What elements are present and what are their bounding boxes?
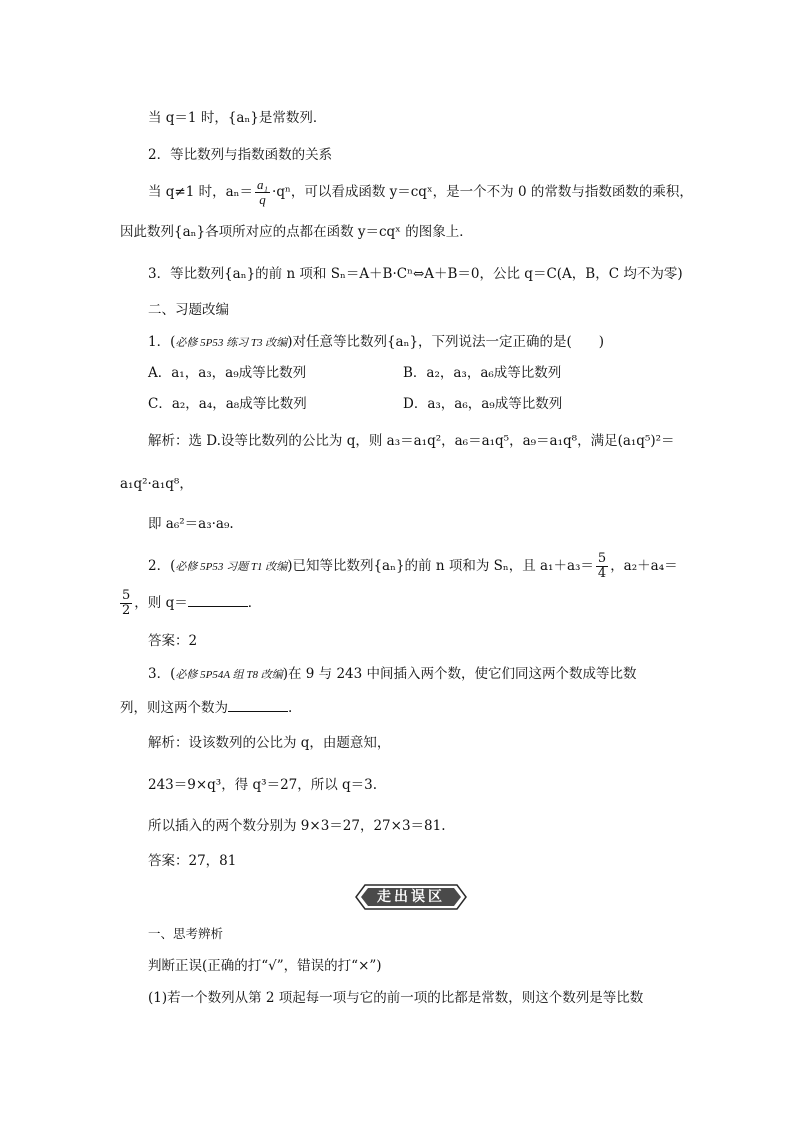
section-heading-exponential-relation: 2．等比数列与指数函数的关系 — [148, 147, 333, 163]
answer-2: 答案：2 — [148, 633, 198, 649]
question-source: 必修 5P53 练习 T3 改编 — [175, 337, 288, 349]
section-heading-thinking: 一、思考辨析 — [148, 926, 224, 941]
text-line-general-term — [148, 178, 693, 207]
fraction-denominator: 4 — [597, 566, 607, 581]
solution-3-line-1: 解析：设该数列的公比为 q，由题意知， — [148, 735, 391, 751]
question-source: 必修 5P54A 组 T8 改编 — [175, 669, 283, 681]
option-b: B．a₂，a₃，a₆成等比数列 — [403, 365, 562, 381]
option-d: D．a₃，a₆，a₉成等比数列 — [403, 396, 563, 412]
option-a: A．a₁，a₃，a₉成等比数列 — [148, 365, 307, 381]
question-punctuation: ． — [247, 595, 262, 611]
question-2-line-2 — [118, 588, 261, 618]
general-term-suffix: ·qⁿ，可以看成函数 y＝cqˣ，是一个不为 0 的常数与指数函数的乘积， — [272, 184, 693, 200]
general-term-prefix: 当 q≠1 时，aₙ＝ — [148, 184, 254, 200]
section-banner — [355, 884, 467, 910]
instruction-true-false: 判断正误(正确的打“√”，错误的打“×”) — [148, 958, 382, 974]
answer-blank[interactable] — [188, 592, 248, 607]
section-heading-exercise-adaptation: 二、习题改编 — [148, 302, 229, 318]
answer-3: 答案：27，81 — [148, 853, 237, 869]
statement-1: (1)若一个数列从第 2 项起每一项与它的前一项的比都是常数，则这个数列是等比数 — [148, 990, 644, 1006]
fraction-5-over-2 — [120, 589, 132, 618]
fraction-numerator: 5 — [122, 588, 131, 603]
solution-1-line-3: 即 a₆²＝a₃·a₉. — [148, 516, 234, 532]
fraction-a1-over-q — [255, 178, 270, 207]
question-punctuation: . — [288, 700, 293, 716]
text-line-constant-sequence: 当 q＝1 时，{aₙ}是常数列． — [148, 110, 327, 126]
question-number: 3．( — [148, 666, 176, 682]
text-line-graph-points: 因此数列{aₙ}各项所对应的点都在函数 y＝cqˣ 的图象上． — [120, 224, 473, 240]
question-number: 2．( — [148, 558, 176, 574]
fraction-5-over-4 — [596, 552, 608, 581]
question-text-continued: ，a₂＋a₄＝ — [610, 558, 678, 574]
question-1-stem — [148, 332, 604, 353]
question-number: 1．( — [148, 334, 176, 350]
solution-1-line-1: 解析：选 D.设等比数列的公比为 q，则 a₃＝a₁q²，a₆＝a₁q⁵，a₉＝a₁q⁸，满足(a₁q⁵)²＝ — [148, 433, 675, 449]
solution-3-line-3: 所以插入的两个数分别为 9×3＝27，27×3＝81. — [148, 818, 446, 834]
solution-1-line-2: a₁q²·a₁q⁸， — [120, 476, 193, 492]
question-text: )对任意等比数列{aₙ}，下列说法一定正确的是( ) — [287, 334, 605, 350]
question-text: )已知等比数列{aₙ}的前 n 项和为 Sₙ，且 a₁＋a₃＝ — [287, 558, 594, 574]
fraction-numerator: a₁ — [257, 177, 269, 192]
solution-3-line-2: 243＝9×q³，得 q³＝27，所以 q＝3. — [148, 777, 378, 793]
option-c: C．a₂，a₄，a₈成等比数列 — [148, 396, 307, 412]
fraction-denominator: 2 — [122, 603, 131, 618]
fraction-numerator: 5 — [597, 551, 607, 566]
question-text: ，则 q＝ — [134, 595, 188, 611]
question-text: )在 9 与 243 中间插入两个数，使它们同这两个数成等比数 — [282, 666, 637, 682]
question-3-line-2 — [120, 697, 292, 718]
banner-title: 走出误区 — [377, 889, 445, 905]
question-text: 列，则这两个数为 — [120, 700, 228, 716]
question-2-stem — [148, 552, 678, 581]
text-line-sum-formula: 3．等比数列{aₙ}的前 n 项和 Sₙ＝A＋B·Cⁿ⇔A＋B＝0，公比 q＝C(A，B，C 均不为零) — [148, 266, 683, 282]
fraction-denominator: q — [259, 192, 266, 207]
answer-blank[interactable] — [228, 697, 288, 712]
question-source: 必修 5P53 习题 T1 改编 — [175, 561, 288, 573]
question-3-stem — [148, 664, 637, 685]
